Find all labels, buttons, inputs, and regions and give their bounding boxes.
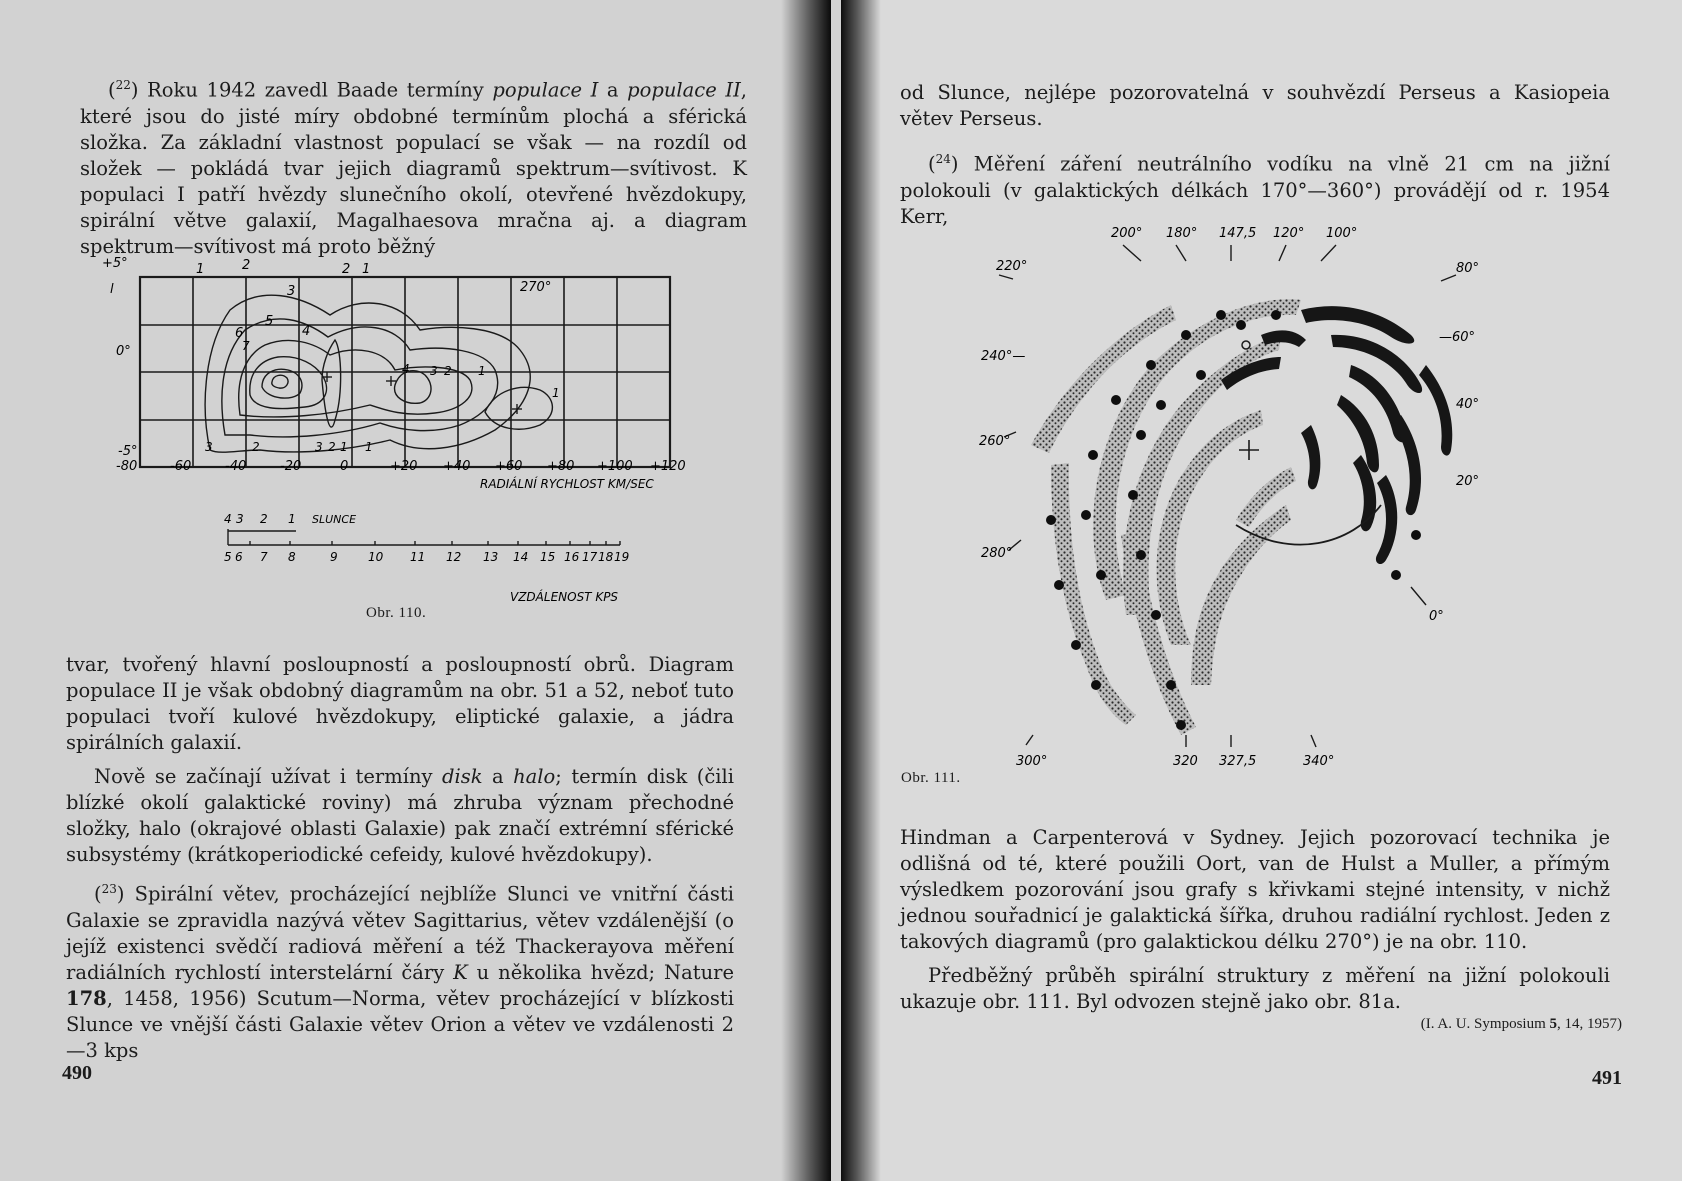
para-tvar: tvar, tvořený hlavní posloupností a posloupností obrů. Diagram populace II je však obdobný diagramům na obr. 51 a 52, neboť tuto populaci tvoří kulové hvězdokupy, eliptické galaxie, a jádra spirálních galaxií. <box>66 653 734 754</box>
longitude-label: 147,5 <box>1219 226 1257 241</box>
distance-scale-label: 17 <box>582 550 598 564</box>
text-segment: a <box>598 78 628 102</box>
page-number-right: 491 <box>1592 1067 1622 1089</box>
note-24-body: Měření záření neutrálního vodíku na vlně 21 cm na jižní polokouli (v galaktických délkách 170°—360°) provádějí od r. 1954 Kerr, <box>900 152 1610 228</box>
contour-label: 4 <box>302 324 311 339</box>
contour-label: 2 <box>444 364 452 378</box>
contour-label: 1 <box>478 364 486 378</box>
para-perseus: od Slunce, nejlépe pozorovatelná v souhvězdí Perseus a Kasiopeia větev Perseus. <box>900 81 1610 130</box>
x-axis-label: RADIÁLNÍ RYCHLOST KM/SEC <box>480 477 654 491</box>
distance-scale-label: 8 <box>288 550 296 564</box>
contour-label: 1 <box>340 440 348 454</box>
text-segment: ; termín disk (čili blízké okolí galaktické roviny) má zhruba význam přechodné složky, halo (okrajové oblasti Galaxie) pak značí extrémní sférické subsystémy (krátkoperiodické cefeidy, kulové hvězdokupy). <box>66 765 735 866</box>
text-segment: Nově se začínají užívat i termíny <box>94 765 442 788</box>
distance-scale-label: 5 <box>224 550 232 564</box>
x-tick-label: +60 <box>495 459 523 474</box>
longitude-label: 260° <box>979 434 1011 449</box>
distance-scale-label: 6 <box>235 550 243 564</box>
x-tick-label: -20 <box>280 459 302 474</box>
text-segment: Spirální větev, procházející nejblíže Slunci ve vnitřní části Galaxie se zpravidla nazývá větev Sagittarius, větev vzdálenější (o jejíž existenci svědčí radiová měření a též Thackerayova měření radiálních rychlostí interstelární čáry <box>66 882 734 984</box>
longitude-label: 300° <box>1016 754 1048 769</box>
note-22: ($^{22}$) Roku 1942 zavedl Baade termíny populace I a populace II, které jsou do jisté míry obdobné termínům plochá a sférická složka. Za základní vlastnost populací se však — na rozdíl od složek — pokládá tvar jejich diagramů spektrum—svítivost. K populaci I patří hvězdy slunečního okolí, otevřené hvězdokupy, spirální větve galaxií, Magalhaesova mračna aj. a diagram spektrum—svítivost má proto běžný <box>80 78 747 258</box>
left-page <box>0 0 841 1181</box>
right-body-top <box>900 80 1610 238</box>
contour-label: 2 <box>328 440 336 454</box>
gutter-shadow-right <box>841 0 881 1181</box>
contour-label: 1 <box>362 262 371 277</box>
x-tick-label: +40 <box>443 459 471 474</box>
contour-label: 6 <box>235 326 244 341</box>
longitude-label: 200° <box>1111 226 1143 241</box>
distance-scale-label: 14 <box>513 550 529 564</box>
distance-scale-label: 13 <box>483 550 499 564</box>
longitude-label: 280° <box>981 546 1013 561</box>
note-24: ($^{24}$) Měření záření neutrálního vodíku na vlně 21 cm na jižní polokouli (v galaktických délkách 170°—360°) provádějí od r. 1954 Kerr, <box>900 152 1610 228</box>
y-tick-label: -5° <box>118 444 138 459</box>
left-body-lower <box>66 652 734 1072</box>
longitude-label: —60° <box>1439 330 1476 345</box>
text-segment: 178 <box>66 986 107 1010</box>
sun-scale-label: 2 <box>260 512 268 526</box>
right-page <box>841 0 1682 1181</box>
longitude-label: 80° <box>1456 261 1480 276</box>
contour-label: 3 <box>205 440 213 454</box>
sun-scale-label: 4 <box>224 512 232 526</box>
contour-label: 5 <box>265 314 274 329</box>
right-body-lower <box>900 825 1610 1023</box>
figure-111-spiral-map <box>901 215 1621 785</box>
distance-scale-label: 18 <box>598 550 614 564</box>
longitude-label: 180° <box>1166 226 1198 241</box>
reference-post: , 14, 1957) <box>1557 1016 1622 1032</box>
sun-scale-label: 1 <box>288 512 296 526</box>
reference-pre: (I. A. U. Symposium <box>1420 1016 1550 1032</box>
contour-label: 2 <box>342 262 351 277</box>
text-segment: , které jsou do jisté míry obdobné termínům plochá a sférická složka. Za základní vlastnost populací se však — na rozdíl od složek — pokládá tvar jejich diagramů spektrum—svítivost. K populaci I patří hvězdy slunečního okolí, otevřené hvězdokupy, spirální větve galaxií, Magalhaesova mračna aj. a diagram spektrum—svítivost má proto běžný <box>80 78 747 258</box>
contour-label: 3 <box>315 440 323 454</box>
longitude-label: 120° <box>1273 226 1305 241</box>
contour-label: 1 <box>196 262 205 277</box>
distance-scale-label: 9 <box>330 550 338 564</box>
distance-scale-label: 7 <box>260 550 268 564</box>
page-number-left: 490 <box>62 1062 92 1084</box>
text-segment: u několika hvězd; Nature <box>467 960 735 984</box>
note-22-body <box>80 79 747 258</box>
text-segment: disk <box>442 765 483 788</box>
text-segment: Roku 1942 zavedl Baade termíny <box>147 78 493 102</box>
longitude-label: 40° <box>1456 397 1480 412</box>
x-tick-label: +100 <box>597 459 633 474</box>
figure-110-caption: Obr. 110. <box>366 605 427 621</box>
note-23: ($^{23}$) Spirální větev, procházející nejblíže Slunci ve vnitřní části Galaxie se zpravidla nazývá větev Sagittarius, větev vzdálenější (o jejíž existenci svědčí radiová měření a též Thackerayova měření radiálních rychlostí interstelární čáry K u několika hvězd; Nature 178, 1458, 1956) Scutum—Norma, větev procházející v blízkosti Slunce ve vnější části Galaxie větev Orion a větev ve vzdálenosti 2—3 kps <box>66 882 735 1062</box>
para-disk-halo <box>66 764 734 868</box>
longitude-label: 240°— <box>981 349 1026 364</box>
distance-axis-label: VZDÁLENOST KPS <box>510 590 619 604</box>
longitude-label: 327,5 <box>1219 754 1257 769</box>
distance-scale-label: 11 <box>410 550 426 564</box>
longitude-label: 0° <box>1429 609 1444 624</box>
contour-label: 3 <box>430 364 438 378</box>
contour-label: 2 <box>252 440 260 454</box>
sun-marker <box>1242 341 1250 349</box>
contour-label: 1 <box>552 386 560 400</box>
longitude-label: 100° <box>1326 226 1358 241</box>
y-tick-label: l <box>110 282 114 297</box>
x-tick-label: +20 <box>390 459 418 474</box>
text-segment: K <box>453 960 468 984</box>
contour-lines <box>205 295 552 452</box>
hydrogen-clouds <box>1221 306 1452 564</box>
contour-label: 4 <box>402 362 410 376</box>
text-segment: halo <box>513 765 556 788</box>
contour-label: 1 <box>365 440 373 454</box>
figure-111-caption: Obr. 111. <box>901 770 961 786</box>
longitude-label: 340° <box>1303 754 1335 769</box>
distance-scale-label: 19 <box>614 550 630 564</box>
distance-scale-axis <box>228 529 620 545</box>
figure-110-contour-diagram <box>100 255 720 615</box>
distance-scale-label: 12 <box>446 550 462 564</box>
para-hindman: Hindman a Carpenterová v Sydney. Jejich pozorovací technika je odlišná od té, které použili Oort, van de Hulst a Muller, a přímým výsledkem pozorování jsou grafy s křivkami stejné intensity, v nichž jednou souřadnicí je galaktická šířka, druhou radiální rychlost. Jeden z takových diagramů (pro galaktickou délku 270°) je na obr. 110. <box>900 826 1610 953</box>
note-22-marker: 22 <box>115 78 131 92</box>
text-segment: , 1458, 1956) Scutum—Norma, větev procházející v blízkosti Slunce ve vnější části Galaxie větev Orion a větev ve vzdálenosti 2—3 kps <box>66 986 734 1062</box>
text-segment: populace II <box>627 78 741 102</box>
text-segment: a <box>482 765 514 788</box>
x-tick-label: 0 <box>340 459 349 474</box>
contour-label: 3 <box>287 284 296 299</box>
x-tick-label: +120 <box>650 459 686 474</box>
longitude-label: 20° <box>1456 474 1480 489</box>
x-tick-label: -40 <box>225 459 247 474</box>
contour-label: 7 <box>242 339 250 353</box>
text-segment: populace I <box>492 78 599 102</box>
sun-scale-label: 3 <box>236 512 244 526</box>
distance-scale-label: 10 <box>368 550 384 564</box>
x-tick-label: +80 <box>547 459 575 474</box>
y-tick-label: 0° <box>116 344 131 359</box>
distance-scale-label: 15 <box>540 550 556 564</box>
distance-scale-label: 16 <box>564 550 580 564</box>
figure-annotation-270: 270° <box>520 280 552 295</box>
note-23-marker: 23 <box>101 882 117 896</box>
x-tick-label: -80 <box>116 459 138 474</box>
contour-label: 2 <box>242 258 251 273</box>
longitude-label: 320 <box>1173 754 1198 769</box>
y-tick-label: +5° <box>102 256 128 271</box>
sun-scale-label: SLUNCE <box>312 513 357 526</box>
reference-citation <box>1421 1016 1622 1033</box>
galactic-center-cross <box>1239 440 1259 460</box>
note-23-body <box>66 883 734 1062</box>
x-tick-label: -60 <box>170 459 192 474</box>
reference-volume: 5 <box>1549 1016 1557 1032</box>
gutter-shadow-left <box>781 0 831 1181</box>
para-predbezny: Předběžný průběh spirální struktury z měření na jižní polokouli ukazuje obr. 111. Byl odvozen stejně jako obr. 81a. <box>900 964 1610 1013</box>
longitude-label: 220° <box>996 259 1028 274</box>
note-24-marker: 24 <box>935 152 951 166</box>
